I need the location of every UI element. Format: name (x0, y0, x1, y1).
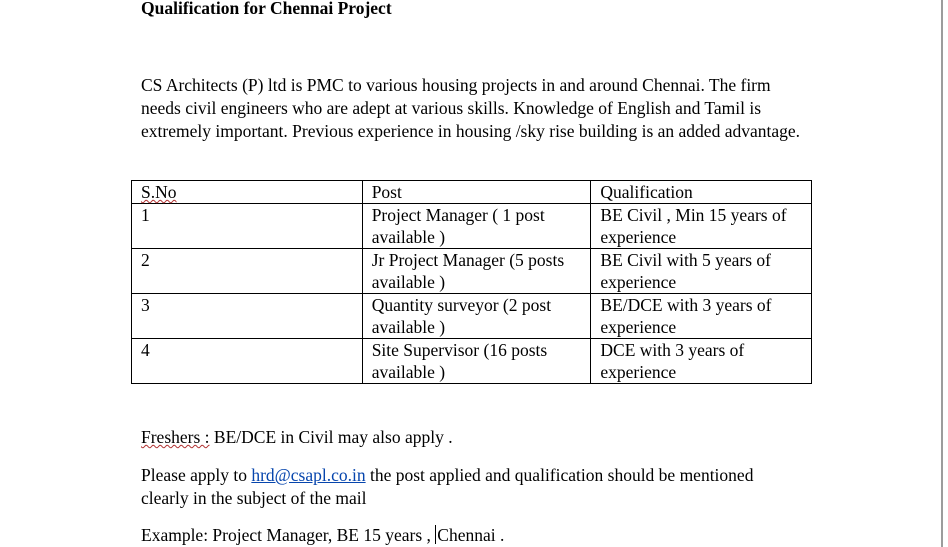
freshers-text: BE/DCE in Civil may also apply . (209, 427, 453, 447)
table-row (132, 249, 812, 294)
email-link[interactable]: hrd@csapl.co.in (251, 465, 366, 485)
table-row (132, 339, 812, 384)
page-edge (941, 0, 943, 547)
example-line: Example: Project Manager, BE 15 years , Chennai . (141, 525, 505, 545)
cell-qualification: BE Civil , Min 15 years of experience (591, 204, 812, 249)
cell-qualification: BE Civil with 5 years of experience (591, 249, 812, 294)
freshers-line (141, 426, 453, 449)
cell-sno: 2 (132, 249, 363, 294)
cell-sno: 4 (132, 339, 363, 384)
qualification-table (131, 180, 812, 384)
cell-post: Project Manager ( 1 post available ) (362, 204, 591, 249)
cell-post: Site Supervisor (16 posts available ) (362, 339, 591, 384)
intro-paragraph: CS Architects (P) ltd is PMC to various housing projects in and around Chennai. The firm needs civil engineers who are adept at various skills. Knowledge of English and Tamil is extremely important. Previous experience in housing /sky rise building is an added advantage. (141, 75, 801, 141)
cell-qualification: BE/DCE with 3 years of experience (591, 294, 812, 339)
table-row (132, 294, 812, 339)
apply-paragraph: Please apply to hrd@csapl.co.in the post applied and qualification should be mentioned clearly in the subject of the mail (141, 465, 754, 508)
header-post: Post (362, 181, 591, 204)
cell-post: Quantity surveyor (2 post available ) (362, 294, 591, 339)
table-row (132, 204, 812, 249)
header-qualification: Qualification (591, 181, 812, 204)
cell-post: Jr Project Manager (5 posts available ) (362, 249, 591, 294)
cell-sno: 3 (132, 294, 363, 339)
cell-sno: 1 (132, 204, 363, 249)
freshers-label: Freshers : (141, 427, 210, 447)
document-title: Qualification for Chennai Project (141, 0, 392, 18)
header-sno: S.No (132, 181, 363, 204)
table-header-row (132, 181, 812, 204)
cell-qualification: DCE with 3 years of experience (591, 339, 812, 384)
